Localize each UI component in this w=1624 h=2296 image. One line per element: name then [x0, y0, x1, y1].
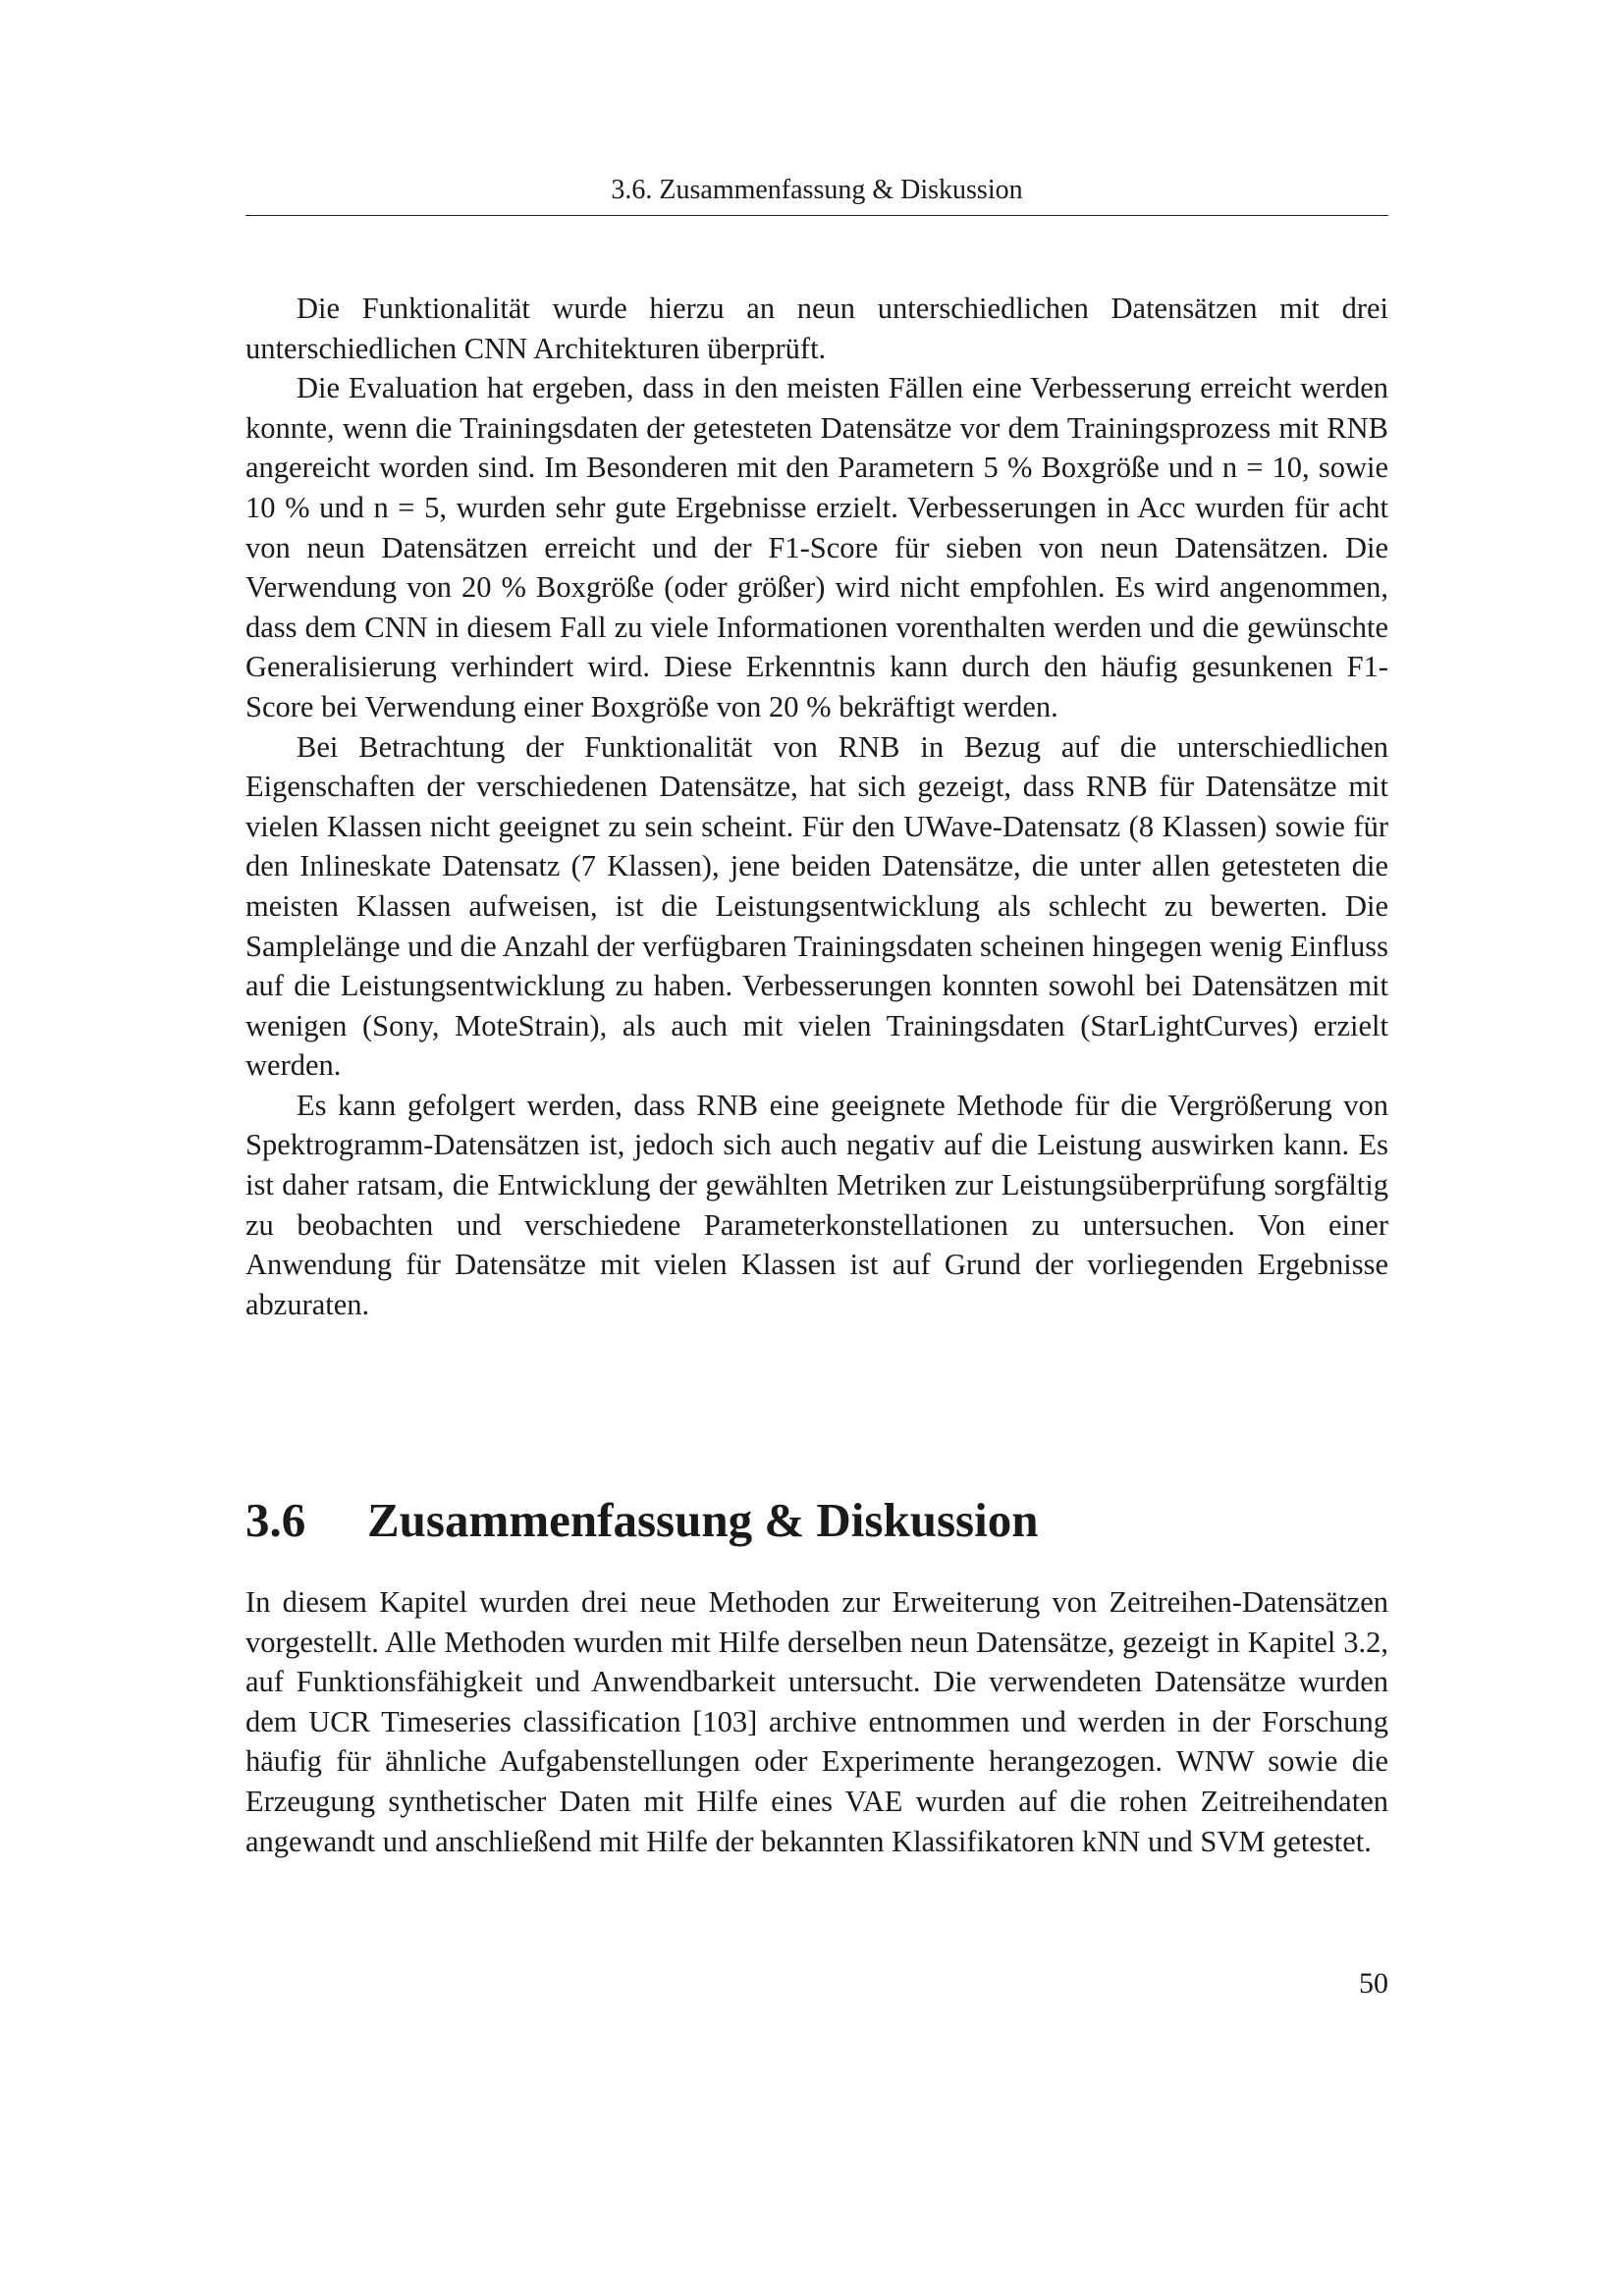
- page-number: 50: [1359, 1967, 1388, 2000]
- paragraph-dataset-properties: Bei Betrachtung der Funktionalität von RNB in Bezug auf die unterschiedlichen Eigenschaften der verschiedenen Datensätze, hat sich gezeigt, dass RNB für Datensätze mit vielen Klassen nicht geeignet zu sein scheint. Für den UWave-Datensatz (8 Klassen) sowie für den Inlineskate Datensatz (7 Klassen), jene beiden Datensätze, die unter allen getesteten die meisten Klassen aufweisen, ist die Leistungsentwicklung als schlecht zu bewerten. Die Samplelänge und die Anzahl der verfügbaren Trainingsdaten scheinen hingegen wenig Einfluss auf die Leistungsentwicklung zu haben. Verbesserungen konnten sowohl bei Datensätzen mit wenigen (Sony, MoteStrain), als auch mit vielen Trainingsdaten (StarLightCurves) erzielt werden.: [245, 729, 1388, 1083]
- paragraph-conclusion: Es kann gefolgert werden, dass RNB eine geeignete Methode für die Vergrößerung von Spektrogramm-Datensätzen ist, jedoch sich auch negativ auf die Leistung auswirken kann. Es ist daher ratsam, die Entwicklung der gewählten Metriken zur Leistungsüberprüfung sorgfältig zu beobachten und verschiedene Parameterkonstellationen zu untersuchen. Von einer Anwendung für Datensätze mit vielen Klassen ist auf Grund der vorliegenden Ergebnisse abzuraten.: [245, 1088, 1388, 1321]
- section-number: 3.6: [245, 1493, 306, 1547]
- section-text: [245, 1582, 1388, 1861]
- paragraph-functionality: Die Funktionalität wurde hierzu an neun unterschiedlichen Datensätzen mit drei unterschiedlichen CNN Architekturen überprüft.: [245, 292, 1388, 365]
- running-header: 3.6. Zusammenfassung & Diskussion: [611, 175, 1023, 205]
- section-title: Zusammenfassung & Diskussion: [367, 1493, 1039, 1547]
- paragraph-section-intro: In diesem Kapitel wurden drei neue Methoden zur Erweiterung von Zeitreihen-Datensätzen vorgestellt. Alle Methoden wurden mit Hilfe derselben neun Datensätze, gezeigt in Kapitel 3.2, auf Funktionsfähigkeit und Anwendbarkeit untersucht. Die verwendeten Datensätze wurden dem UCR Timeseries classification [103] archive entnommen und werden in der Forschung häufig für ähnliche Aufgabenstellungen oder Experimente herangezogen. WNW sowie die Erzeugung synthetischer Daten mit Hilfe eines VAE wurden auf die rohen Zeitreihendaten angewandt und anschließend mit Hilfe der bekannten Klassifikatoren kNN und SVM getestet.: [245, 1585, 1388, 1858]
- section-heading: [245, 1491, 1388, 1550]
- continued-text: [245, 289, 1388, 1324]
- header-rule: [245, 215, 1388, 216]
- paragraph-evaluation: Die Evaluation hat ergeben, dass in den meisten Fällen eine Verbesserung erreicht werden konnte, wenn die Trainingsdaten der getesteten Datensätze vor dem Trainingsprozess mit RNB angereicht worden sind. Im Besonderen mit den Parametern 5 % Boxgröße und n = 10, sowie 10 % und n = 5, wurden sehr gute Ergebnisse erzielt. Verbesserungen in Acc wurden für acht von neun Datensätzen erreicht und der F1-Score für sieben von neun Datensätzen. Die Verwendung von 20 % Boxgröße (oder größer) wird nicht empfohlen. Es wird angenommen, dass dem CNN in diesem Fall zu viele Informationen vorenthalten werden und die gewünschte Generalisierung verhindert wird. Diese Erkenntnis kann durch den häufig gesunkenen F1-Score bei Verwendung einer Boxgröße von 20 % bekräftigt werden.: [245, 371, 1388, 723]
